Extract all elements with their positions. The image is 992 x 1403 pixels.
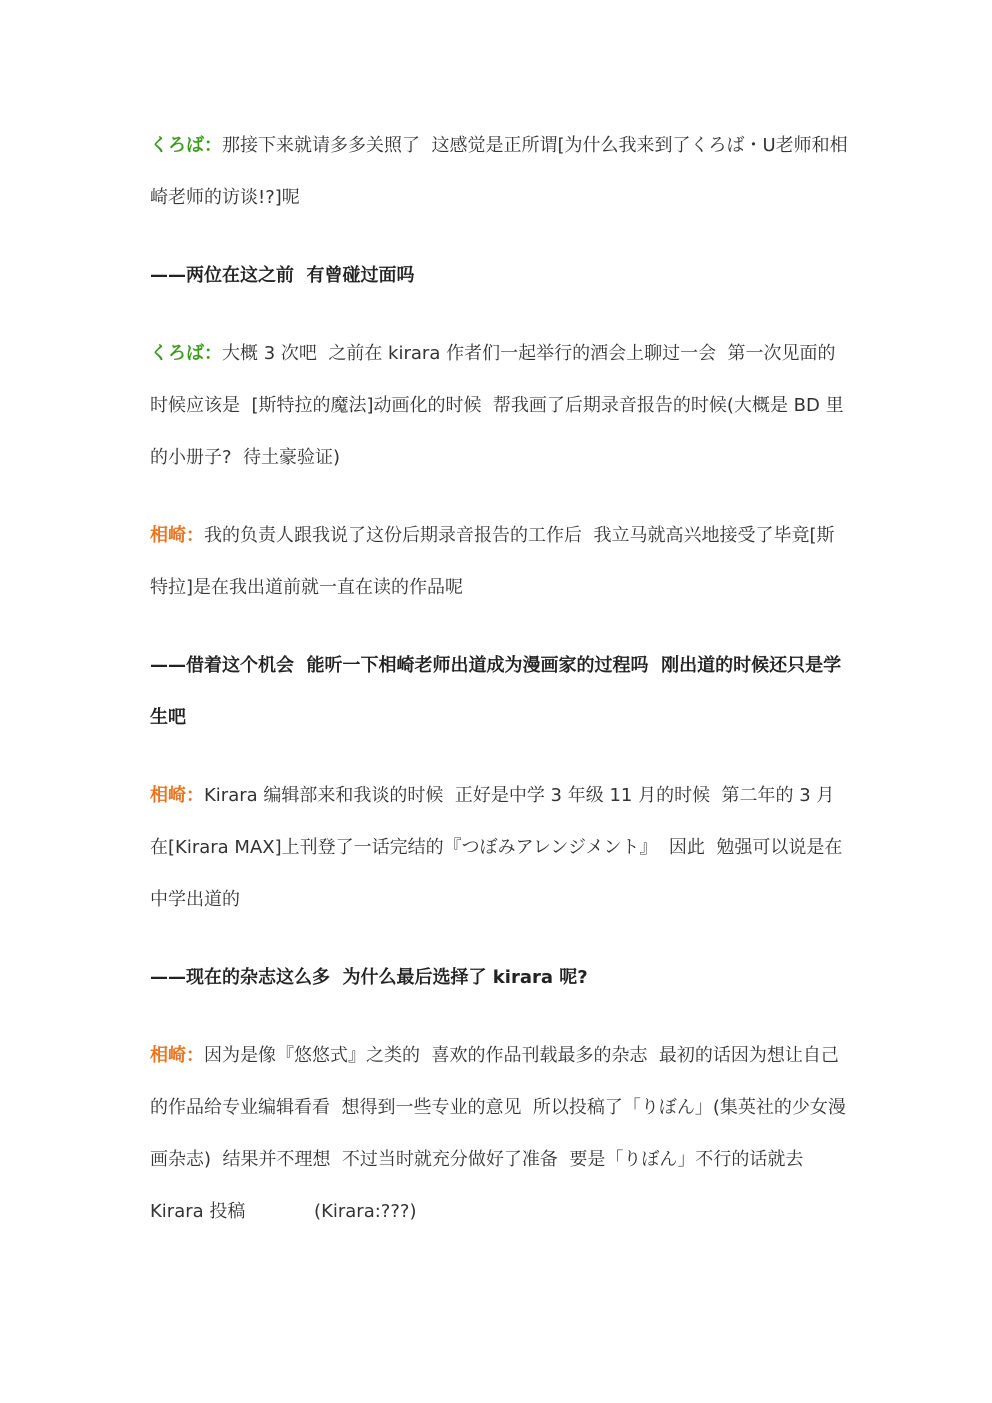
interviewer-question-3: ——现在的杂志这么多 为什么最后选择了 kirara 呢? bbox=[150, 967, 588, 988]
dialogue-text: 因为是像『悠悠式』之类的 喜欢的作品刊载最多的杂志 最初的话因为想让自己的作品给专业编辑看看 想得到一些专业的意见 所以投稿了「りぼん」(集英社的少女漫画杂志) 结果并不理想 不过当时就充分做好了准备 要是「りぼん」不行的话就去 Kirara 投稿 (Kirara:???) bbox=[150, 1045, 846, 1222]
speaker-label-kuroba: くろば： bbox=[150, 343, 222, 364]
speaker-label-aizaki: 相崎： bbox=[150, 525, 204, 546]
interviewer-question-2: ——借着这个机会 能听一下相崎老师出道成为漫画家的过程吗 刚出道的时候还只是学生吧 bbox=[150, 655, 842, 728]
speaker-label-aizaki: 相崎： bbox=[150, 1045, 204, 1066]
speaker-label-kuroba: くろば： bbox=[150, 135, 222, 156]
dialogue-paragraph-2 bbox=[150, 328, 850, 484]
interviewer-question-1: ——两位在这之前 有曾碰过面吗 bbox=[150, 265, 415, 286]
dialogue-paragraph-3 bbox=[150, 510, 850, 614]
dialogue-text: Kirara 编辑部来和我谈的时候 正好是中学 3 年级 11 月的时候 第二年的 3 月在[Kirara MAX]上刊登了一话完结的『つぼみアレンジメント』 因此 勉强可以说是在中学出道的 bbox=[150, 785, 843, 910]
speaker-label-aizaki: 相崎： bbox=[150, 785, 204, 806]
dialogue-text: 那接下来就请多多关照了 这感觉是正所谓[为什么我来到了くろば・U老师和相崎老师的访谈!?]呢 bbox=[150, 135, 848, 208]
interview-content bbox=[150, 120, 850, 1264]
dialogue-paragraph-5 bbox=[150, 1030, 850, 1238]
dialogue-paragraph-1 bbox=[150, 120, 850, 224]
dialogue-text: 大概 3 次吧 之前在 kirara 作者们一起举行的酒会上聊过一会 第一次见面的时候应该是 [斯特拉的魔法]动画化的时候 帮我画了后期录音报告的时候(大概是 BD 里的小册子? 待土豪验证) bbox=[150, 343, 844, 468]
dialogue-text: 我的负责人跟我说了这份后期录音报告的工作后 我立马就高兴地接受了毕竟[斯特拉]是在我出道前就一直在读的作品呢 bbox=[150, 525, 835, 598]
dialogue-paragraph-4 bbox=[150, 770, 850, 926]
